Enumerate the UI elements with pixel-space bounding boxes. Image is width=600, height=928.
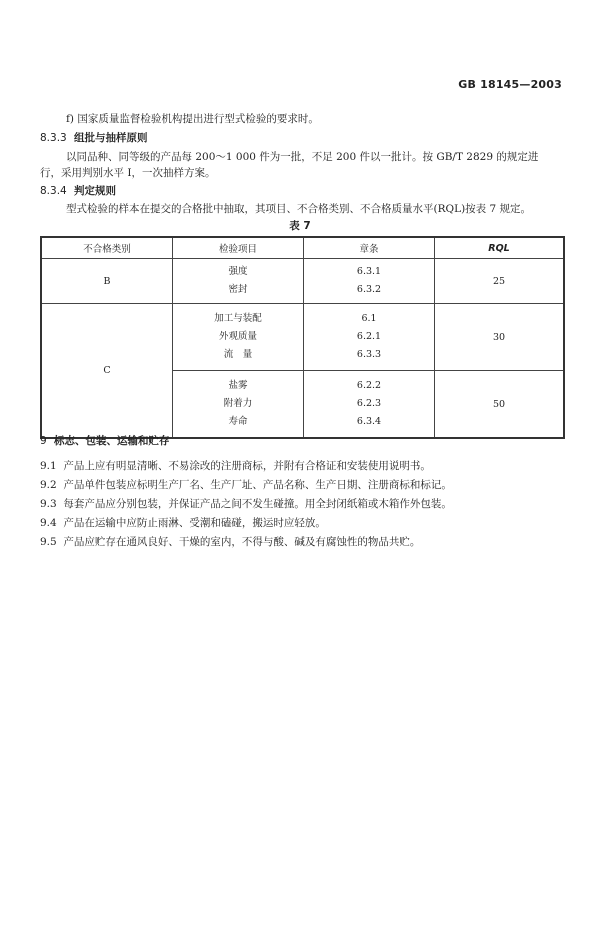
item-cell — [173, 259, 304, 304]
item-text: 外观质量 — [218, 331, 257, 342]
rql-cell: 25 — [435, 259, 565, 304]
category-cell: B — [41, 259, 173, 304]
item-text: 密封 — [228, 284, 248, 295]
heading-title: 组批与抽样原则 — [74, 132, 148, 144]
clause-text: 产品应贮存在通风良好、干燥的室内，不得与酸、碱及有腐蚀性的物品共贮。 — [63, 536, 421, 548]
heading-8-3-3 — [40, 131, 148, 145]
clause-cell — [304, 304, 435, 371]
clause-text: 产品单件包装应标明生产厂名、生产厂址、产品名称、生产日期、注册商标和标记。 — [63, 479, 452, 491]
clause-number: 9.3 — [40, 498, 57, 510]
standard-number: GB 18145—2003 — [458, 78, 562, 91]
clause-number: 9.5 — [40, 536, 57, 548]
item-text: 加工与装配 — [214, 313, 262, 324]
clause-9-2 — [40, 478, 452, 492]
header-clause: 章条 — [304, 237, 435, 259]
clause-cell — [304, 371, 435, 439]
category-cell: C — [41, 304, 173, 439]
clause-number: 9.4 — [40, 517, 57, 529]
clause-text: 6.2.2 — [356, 380, 382, 391]
clause-text: 6.2.3 — [356, 398, 382, 409]
clause-9-4 — [40, 516, 326, 530]
clause-9-3 — [40, 497, 452, 511]
item-text: 附着力 — [223, 398, 253, 409]
item-text: 寿命 — [228, 416, 248, 427]
clause-text: 6.3.4 — [356, 416, 382, 427]
heading-title: 标志、包装、运输和贮存 — [54, 435, 170, 447]
table-row — [41, 304, 564, 371]
heading-8-3-4 — [40, 184, 116, 198]
clause-text: 6.1 — [361, 313, 377, 324]
clause-9-1 — [40, 459, 431, 473]
clause-9-5 — [40, 535, 420, 549]
clause-number: 9.1 — [40, 460, 57, 472]
item-text: 盐雾 — [228, 380, 248, 391]
item-f: f) 国家质量监督检验机构提出进行型式检验的要求时。 — [66, 113, 319, 125]
item-cell — [173, 304, 304, 371]
heading-number: 8.3.3 — [40, 132, 67, 144]
table-caption: 表 7 — [289, 220, 311, 232]
header-category: 不合格类别 — [41, 237, 173, 259]
header-item: 检验项目 — [173, 237, 304, 259]
rql-cell: 30 — [435, 304, 565, 371]
heading-number: 8.3.4 — [40, 185, 67, 197]
clause-number: 9.2 — [40, 479, 57, 491]
heading-number: 9 — [40, 435, 47, 447]
clause-cell — [304, 259, 435, 304]
clause-text: 产品上应有明显清晰、不易涂改的注册商标，并附有合格证和安装使用说明书。 — [63, 460, 431, 472]
heading-title: 判定规则 — [74, 185, 117, 197]
item-text: 流 量 — [223, 349, 253, 360]
clause-text: 6.3.1 — [356, 266, 382, 277]
clause-text: 6.2.1 — [356, 331, 382, 342]
item-cell — [173, 371, 304, 439]
paragraph-8-3-3-line2: 行，采用判别水平 I，一次抽样方案。 — [40, 167, 216, 179]
clause-text: 6.3.3 — [356, 349, 382, 360]
item-text: 强度 — [228, 266, 248, 277]
paragraph-8-3-4: 型式检验的样本在提交的合格批中抽取，其项目、不合格类别、不合格质量水平(RQL)按表 7 规定。 — [66, 203, 532, 215]
header-rql: RQL — [435, 237, 565, 259]
paragraph-8-3-3-line1: 以同品种、同等级的产品每 200～1 000 件为一批，不足 200 件以一批计。按 GB/T 2829 的规定进 — [66, 151, 539, 163]
clause-text: 每套产品应分别包装，并保证产品之间不发生碰撞。用全封闭纸箱或木箱作外包装。 — [63, 498, 452, 510]
heading-9 — [40, 434, 170, 448]
table-7 — [40, 236, 565, 439]
table-header-row — [41, 237, 564, 259]
table-row — [41, 259, 564, 304]
rql-cell: 50 — [435, 371, 565, 439]
clause-text: 6.3.2 — [356, 284, 382, 295]
clause-text: 产品在运输中应防止雨淋、受潮和磕碰，搬运时应轻放。 — [63, 517, 326, 529]
